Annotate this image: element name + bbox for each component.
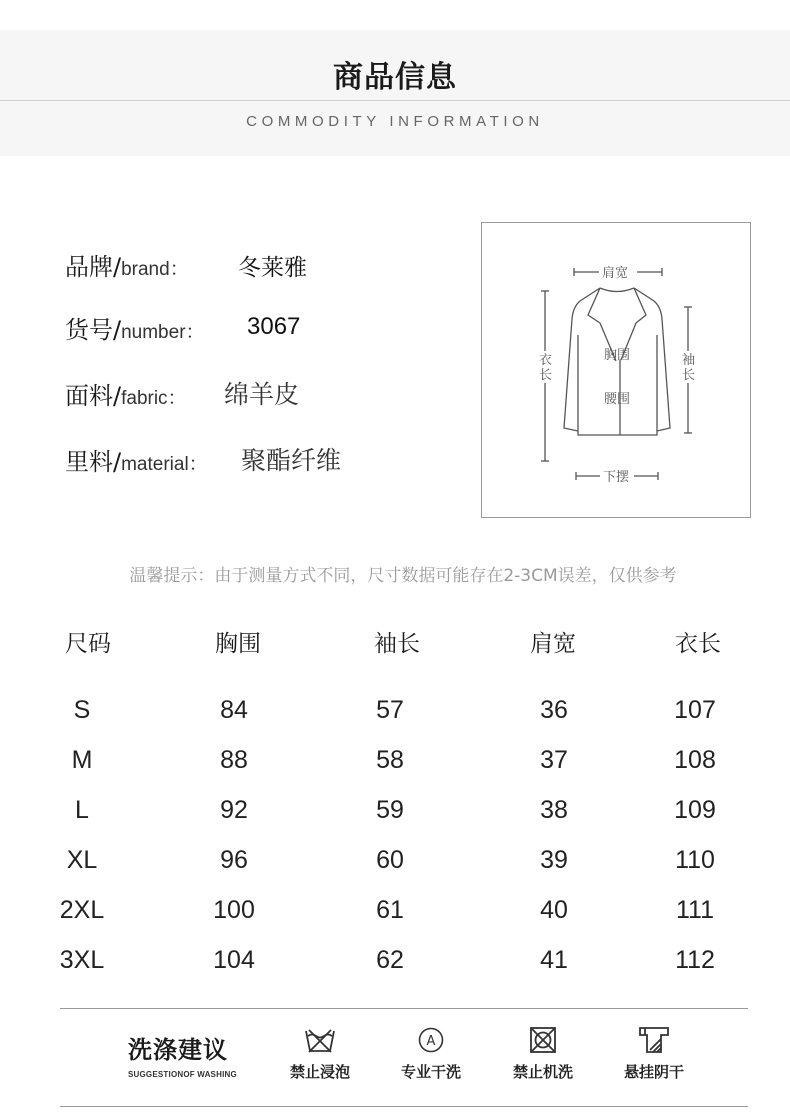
hang-dry-shade-icon	[636, 1025, 672, 1055]
no-machine-wash-icon	[528, 1025, 558, 1055]
table-cell: 62	[376, 946, 404, 974]
care-divider-top	[60, 1008, 748, 1009]
diagram-label-sleeve-2: 长	[682, 368, 696, 383]
care-label: 专业干洗	[400, 1063, 461, 1081]
page-title: 商品信息	[333, 60, 457, 95]
table-cell: L	[75, 796, 89, 824]
diagram-label-length-2: 长	[539, 368, 553, 383]
diagram-label-sleeve-1: 袖	[682, 353, 696, 368]
table-cell: 36	[540, 696, 568, 724]
info-label-fabric: 面料/fabric：	[65, 382, 187, 410]
table-cell: 111	[675, 896, 715, 924]
table-cell: 100	[213, 896, 255, 924]
table-cell: 38	[540, 796, 568, 824]
care-subtitle: SUGGESTIONOF WASHING	[128, 1070, 237, 1079]
care-label: 悬挂阴干	[623, 1063, 684, 1081]
info-value-fabric: 绵羊皮	[224, 380, 300, 409]
table-cell: 58	[376, 746, 404, 774]
table-cell: 110	[675, 846, 715, 874]
table-header-size: 尺码	[65, 631, 111, 657]
table-cell: 112	[675, 946, 715, 974]
info-label-number: 货号/number：	[65, 316, 205, 344]
table-header-length: 衣长	[675, 631, 721, 657]
table-cell: XL	[66, 846, 98, 874]
header-divider	[0, 100, 790, 101]
table-cell: 61	[376, 896, 404, 924]
table-header-sleeve: 袖长	[374, 631, 420, 657]
care-item-no-machine-wash	[498, 1025, 588, 1082]
info-value-material: 聚酯纤维	[241, 446, 342, 475]
care-label: 禁止机洗	[512, 1063, 573, 1081]
measurement-tip: 温馨提示：由于测量方式不同，尺寸数据可能存在2-3CM误差，仅供参考	[129, 566, 677, 586]
table-cell: M	[71, 746, 93, 774]
diagram-label-waist: 腰围	[604, 392, 631, 407]
care-item-dry-clean	[386, 1025, 476, 1082]
diagram-label-hem: 下摆	[603, 470, 630, 485]
svg-text:A: A	[426, 1034, 436, 1049]
table-cell: 109	[674, 796, 716, 824]
table-cell: 107	[674, 696, 716, 724]
care-divider-bottom	[60, 1106, 748, 1107]
info-label-brand: 品牌/brand：	[65, 253, 189, 281]
table-cell: 59	[376, 796, 404, 824]
info-value-brand: 冬莱雅	[238, 255, 307, 281]
table-cell: 57	[376, 696, 404, 724]
table-cell: 40	[540, 896, 568, 924]
table-header-chest: 胸围	[215, 631, 261, 657]
care-title: 洗涤建议	[128, 1036, 228, 1064]
table-cell: 96	[220, 846, 248, 874]
table-cell: S	[73, 696, 91, 724]
info-label-material: 里料/material：	[65, 448, 208, 476]
diagram-label-shoulder: 肩宽	[602, 266, 629, 281]
measurement-diagram	[481, 222, 751, 518]
table-cell: 88	[220, 746, 248, 774]
dry-clean-icon	[416, 1025, 446, 1055]
diagram-label-length-1: 衣	[539, 353, 553, 368]
care-label: 禁止浸泡	[289, 1063, 350, 1081]
diagram-label-chest: 胸围	[604, 348, 631, 363]
table-cell: 3XL	[59, 946, 105, 974]
coat-outline-illustration	[482, 223, 752, 519]
table-cell: 60	[376, 846, 404, 874]
table-cell: 41	[540, 946, 568, 974]
table-cell: 2XL	[59, 896, 105, 924]
table-cell: 108	[674, 746, 716, 774]
table-header-shoulder: 肩宽	[530, 631, 576, 657]
care-item-hang-dry-shade	[609, 1025, 699, 1082]
table-cell: 104	[213, 946, 255, 974]
care-item-no-soak	[275, 1025, 365, 1082]
table-cell: 39	[540, 846, 568, 874]
table-cell: 92	[220, 796, 248, 824]
table-cell: 84	[220, 696, 248, 724]
info-value-number: 3067	[247, 313, 301, 340]
no-soak-icon	[303, 1025, 337, 1055]
table-cell: 37	[540, 746, 568, 774]
page-subtitle: COMMODITY INFORMATION	[246, 113, 544, 130]
